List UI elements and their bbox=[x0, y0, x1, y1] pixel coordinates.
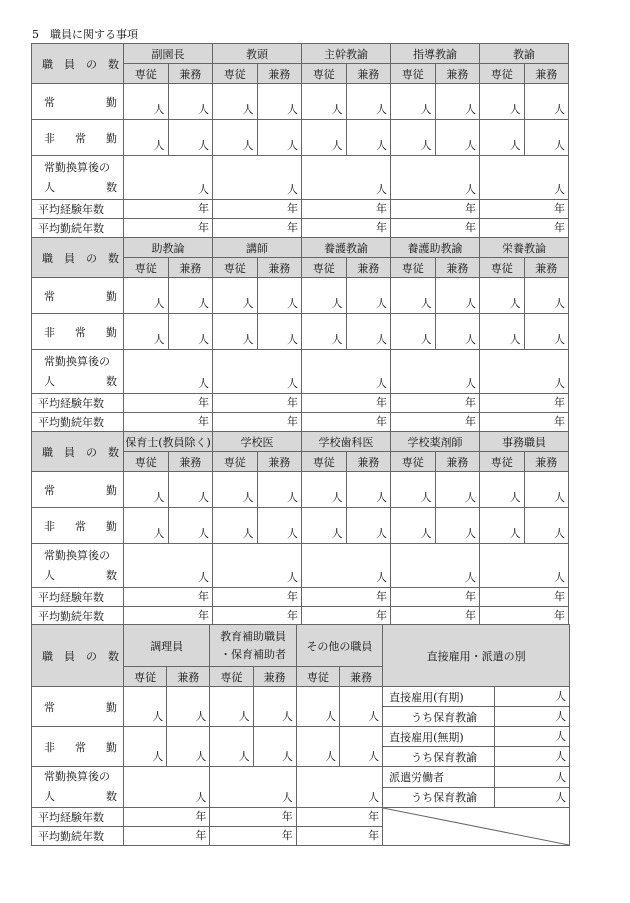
row-label-avg-tenure: 平均勤続年数 bbox=[32, 219, 124, 238]
person-count-cell[interactable]: 人 bbox=[524, 508, 569, 544]
category-header: 指導教諭 bbox=[391, 44, 480, 64]
person-count-cell[interactable]: 人 bbox=[124, 508, 169, 544]
person-count-cell[interactable]: 人 bbox=[257, 278, 302, 314]
row-label-nonregular: 非 常 勤 bbox=[32, 314, 124, 350]
person-count-cell[interactable]: 人 bbox=[346, 120, 391, 156]
employment-label: 直接雇用(有期) bbox=[383, 687, 495, 707]
category-header: 主幹教諭 bbox=[302, 44, 391, 64]
employment-count-cell[interactable]: 人 bbox=[495, 707, 570, 727]
subheader-part: 兼務 bbox=[435, 64, 480, 84]
person-count-cell[interactable]: 人 bbox=[435, 278, 480, 314]
fte-count-cell[interactable]: 人 bbox=[302, 156, 391, 200]
person-count-cell[interactable]: 人 bbox=[213, 508, 258, 544]
person-count-cell[interactable]: 人 bbox=[339, 687, 382, 727]
category-header: 講師 bbox=[213, 238, 302, 258]
person-count-cell[interactable]: 人 bbox=[391, 508, 436, 544]
category-header: その他の職員 bbox=[296, 625, 382, 667]
person-count-cell[interactable]: 人 bbox=[124, 120, 169, 156]
subheader-part: 兼務 bbox=[524, 452, 569, 472]
row-label-regular: 常 勤 bbox=[32, 84, 124, 120]
row-label-nonregular: 非 常 勤 bbox=[32, 508, 124, 544]
fte-count-cell[interactable]: 人 bbox=[480, 156, 569, 200]
category-header: 調理員 bbox=[124, 625, 210, 667]
person-count-cell[interactable]: 人 bbox=[167, 727, 210, 767]
person-count-cell[interactable]: 人 bbox=[346, 314, 391, 350]
avg-tenure-cell[interactable]: 年 bbox=[210, 827, 296, 846]
subheader-part: 兼務 bbox=[168, 258, 213, 278]
avg-exp-cell[interactable]: 年 bbox=[124, 200, 213, 219]
person-count-cell[interactable]: 人 bbox=[346, 278, 391, 314]
avg-exp-cell[interactable]: 年 bbox=[296, 808, 382, 827]
avg-tenure-cell[interactable]: 年 bbox=[124, 607, 213, 626]
row-label-avg-exp: 平均経験年数 bbox=[32, 808, 124, 827]
avg-tenure-cell[interactable]: 年 bbox=[213, 413, 302, 432]
avg-tenure-cell[interactable]: 年 bbox=[213, 607, 302, 626]
person-count-cell[interactable]: 人 bbox=[168, 278, 213, 314]
fte-count-cell[interactable]: 人 bbox=[124, 156, 213, 200]
category-header: 保育士(教員除く) bbox=[124, 432, 213, 452]
row-label-avg-exp: 平均経験年数 bbox=[32, 200, 124, 219]
employment-sublabel: うち保育教諭 bbox=[383, 747, 495, 767]
person-count-cell[interactable]: 人 bbox=[435, 472, 480, 508]
subheader-part: 兼務 bbox=[167, 667, 210, 687]
avg-exp-cell[interactable]: 年 bbox=[480, 394, 569, 413]
subheader-part: 兼務 bbox=[257, 452, 302, 472]
subheader-part: 兼務 bbox=[257, 64, 302, 84]
person-count-cell[interactable]: 人 bbox=[302, 84, 347, 120]
person-count-cell[interactable]: 人 bbox=[296, 727, 339, 767]
employment-sublabel: うち保育教諭 bbox=[383, 787, 495, 808]
fte-count-cell[interactable]: 人 bbox=[296, 767, 382, 808]
category-header: 助教論 bbox=[124, 238, 213, 258]
avg-exp-cell[interactable]: 年 bbox=[391, 200, 480, 219]
avg-tenure-cell[interactable]: 年 bbox=[124, 413, 213, 432]
row-label-regular: 常 勤 bbox=[32, 472, 124, 508]
person-count-cell[interactable]: 人 bbox=[167, 687, 210, 727]
row-label-avg-exp: 平均経験年数 bbox=[32, 588, 124, 607]
person-count-cell[interactable]: 人 bbox=[213, 472, 258, 508]
subheader-full: 専従 bbox=[480, 452, 525, 472]
fte-count-cell[interactable]: 人 bbox=[302, 350, 391, 394]
row-label-fte: 常勤換算後の 人 数 bbox=[32, 544, 124, 588]
person-count-cell[interactable]: 人 bbox=[168, 84, 213, 120]
subheader-part: 兼務 bbox=[168, 452, 213, 472]
staff-count-header: 職 員 の 数 bbox=[32, 238, 124, 278]
person-count-cell[interactable]: 人 bbox=[213, 120, 258, 156]
person-count-cell[interactable]: 人 bbox=[296, 687, 339, 727]
avg-tenure-cell[interactable]: 年 bbox=[391, 607, 480, 626]
subheader-full: 専従 bbox=[391, 258, 436, 278]
person-count-cell[interactable]: 人 bbox=[210, 727, 253, 767]
person-count-cell[interactable]: 人 bbox=[302, 508, 347, 544]
person-count-cell[interactable]: 人 bbox=[480, 314, 525, 350]
category-header: 事務職員 bbox=[480, 432, 569, 452]
fte-count-cell[interactable]: 人 bbox=[391, 350, 480, 394]
employment-label: 直接雇用(無期) bbox=[383, 727, 495, 747]
row-label-nonregular: 非 常 勤 bbox=[32, 120, 124, 156]
person-count-cell[interactable]: 人 bbox=[480, 472, 525, 508]
avg-tenure-cell[interactable]: 年 bbox=[302, 607, 391, 626]
subheader-part: 兼務 bbox=[346, 258, 391, 278]
category-header: 学校医 bbox=[213, 432, 302, 452]
category-header: 学校薬剤師 bbox=[391, 432, 480, 452]
employment-label: 派遣労働者 bbox=[383, 767, 495, 788]
person-count-cell[interactable]: 人 bbox=[524, 278, 569, 314]
row-label-avg-tenure: 平均勤続年数 bbox=[32, 827, 124, 846]
subheader-part: 兼務 bbox=[253, 667, 296, 687]
avg-tenure-cell[interactable]: 年 bbox=[391, 413, 480, 432]
subheader-full: 専従 bbox=[124, 258, 169, 278]
avg-tenure-cell[interactable]: 年 bbox=[213, 219, 302, 238]
avg-exp-cell[interactable]: 年 bbox=[124, 808, 210, 827]
fte-count-cell[interactable]: 人 bbox=[391, 156, 480, 200]
staff-count-header: 職 員 の 数 bbox=[32, 432, 124, 472]
row-label-nonregular: 非 常 勤 bbox=[32, 727, 124, 767]
subheader-part: 兼務 bbox=[346, 64, 391, 84]
subheader-full: 専従 bbox=[302, 452, 347, 472]
person-count-cell[interactable]: 人 bbox=[124, 84, 169, 120]
avg-tenure-cell[interactable]: 年 bbox=[391, 219, 480, 238]
subheader-full: 専従 bbox=[296, 667, 339, 687]
person-count-cell[interactable]: 人 bbox=[480, 278, 525, 314]
avg-tenure-cell[interactable]: 年 bbox=[124, 827, 210, 846]
category-header: 教諭 bbox=[480, 44, 569, 64]
avg-exp-cell[interactable]: 年 bbox=[302, 200, 391, 219]
person-count-cell[interactable]: 人 bbox=[524, 120, 569, 156]
person-count-cell[interactable]: 人 bbox=[124, 472, 169, 508]
person-count-cell[interactable]: 人 bbox=[480, 84, 525, 120]
person-count-cell[interactable]: 人 bbox=[124, 687, 167, 727]
person-count-cell[interactable]: 人 bbox=[210, 687, 253, 727]
person-count-cell[interactable]: 人 bbox=[391, 314, 436, 350]
subheader-part: 兼務 bbox=[339, 667, 382, 687]
person-count-cell[interactable]: 人 bbox=[302, 278, 347, 314]
person-count-cell[interactable]: 人 bbox=[524, 84, 569, 120]
subheader-full: 専従 bbox=[391, 64, 436, 84]
avg-tenure-cell[interactable]: 年 bbox=[480, 219, 569, 238]
subheader-full: 専従 bbox=[124, 64, 169, 84]
subheader-part: 兼務 bbox=[524, 258, 569, 278]
fte-count-cell[interactable]: 人 bbox=[391, 544, 480, 588]
person-count-cell[interactable]: 人 bbox=[435, 120, 480, 156]
subheader-full: 専従 bbox=[391, 452, 436, 472]
subheader-part: 兼務 bbox=[346, 452, 391, 472]
avg-exp-cell[interactable]: 年 bbox=[391, 588, 480, 607]
subheader-part: 兼務 bbox=[435, 258, 480, 278]
category-header: 学校歯科医 bbox=[302, 432, 391, 452]
avg-exp-cell[interactable]: 年 bbox=[480, 588, 569, 607]
person-count-cell[interactable]: 人 bbox=[302, 472, 347, 508]
fte-count-cell[interactable]: 人 bbox=[124, 767, 210, 808]
avg-exp-cell[interactable]: 年 bbox=[302, 394, 391, 413]
category-header: 教育補助職員 ・保育補助者 bbox=[210, 625, 296, 667]
fte-count-cell[interactable]: 人 bbox=[124, 544, 213, 588]
person-count-cell[interactable]: 人 bbox=[168, 472, 213, 508]
category-header: 養護教諭 bbox=[302, 238, 391, 258]
person-count-cell[interactable]: 人 bbox=[213, 314, 258, 350]
person-count-cell[interactable]: 人 bbox=[435, 314, 480, 350]
person-count-cell[interactable]: 人 bbox=[124, 278, 169, 314]
employment-type-header: 直接雇用・派遣の別 bbox=[383, 625, 570, 687]
fte-count-cell[interactable]: 人 bbox=[213, 544, 302, 588]
category-header: 栄養教論 bbox=[480, 238, 569, 258]
avg-exp-cell[interactable]: 年 bbox=[302, 588, 391, 607]
staff-table-3 bbox=[31, 431, 569, 626]
fte-count-cell[interactable]: 人 bbox=[213, 350, 302, 394]
staff-table-2 bbox=[31, 237, 569, 432]
staff-table-1 bbox=[31, 43, 569, 238]
row-label-avg-tenure: 平均勤続年数 bbox=[32, 413, 124, 432]
row-label-fte: 常勤換算後の 人 数 bbox=[32, 156, 124, 200]
person-count-cell[interactable]: 人 bbox=[435, 84, 480, 120]
row-label-fte: 常勤換算後の 人 数 bbox=[32, 350, 124, 394]
section-title: 5 職員に関する事項 bbox=[32, 28, 138, 41]
employment-count-cell[interactable]: 人 bbox=[495, 687, 570, 707]
avg-exp-cell[interactable]: 年 bbox=[391, 394, 480, 413]
person-count-cell[interactable]: 人 bbox=[257, 120, 302, 156]
avg-tenure-cell[interactable]: 年 bbox=[480, 607, 569, 626]
employment-count-cell[interactable]: 人 bbox=[495, 787, 570, 808]
person-count-cell[interactable]: 人 bbox=[346, 508, 391, 544]
person-count-cell[interactable]: 人 bbox=[253, 687, 296, 727]
fte-count-cell[interactable]: 人 bbox=[302, 544, 391, 588]
person-count-cell[interactable]: 人 bbox=[391, 472, 436, 508]
subheader-full: 専従 bbox=[210, 667, 253, 687]
person-count-cell[interactable]: 人 bbox=[480, 508, 525, 544]
person-count-cell[interactable]: 人 bbox=[213, 84, 258, 120]
fte-count-cell[interactable]: 人 bbox=[210, 767, 296, 808]
category-header: 教頭 bbox=[213, 44, 302, 64]
staff-count-header: 職 員 の 数 bbox=[32, 625, 124, 687]
person-count-cell[interactable]: 人 bbox=[257, 472, 302, 508]
fte-count-cell[interactable]: 人 bbox=[480, 350, 569, 394]
person-count-cell[interactable]: 人 bbox=[213, 278, 258, 314]
person-count-cell[interactable]: 人 bbox=[257, 314, 302, 350]
avg-tenure-cell[interactable]: 年 bbox=[302, 219, 391, 238]
person-count-cell[interactable]: 人 bbox=[253, 727, 296, 767]
person-count-cell[interactable]: 人 bbox=[257, 508, 302, 544]
subheader-full: 専従 bbox=[124, 667, 167, 687]
employment-sublabel: うち保育教諭 bbox=[383, 707, 495, 727]
avg-exp-cell[interactable]: 年 bbox=[213, 394, 302, 413]
person-count-cell[interactable]: 人 bbox=[391, 278, 436, 314]
avg-exp-cell[interactable]: 年 bbox=[124, 394, 213, 413]
person-count-cell[interactable]: 人 bbox=[168, 120, 213, 156]
person-count-cell[interactable]: 人 bbox=[339, 727, 382, 767]
row-label-regular: 常 勤 bbox=[32, 687, 124, 727]
subheader-full: 専従 bbox=[213, 64, 258, 84]
avg-exp-cell[interactable]: 年 bbox=[210, 808, 296, 827]
subheader-full: 専従 bbox=[213, 258, 258, 278]
row-label-avg-tenure: 平均勤続年数 bbox=[32, 607, 124, 626]
avg-tenure-cell[interactable]: 年 bbox=[124, 219, 213, 238]
subheader-full: 専従 bbox=[213, 452, 258, 472]
person-count-cell[interactable]: 人 bbox=[168, 314, 213, 350]
person-count-cell[interactable]: 人 bbox=[168, 508, 213, 544]
avg-exp-cell[interactable]: 年 bbox=[213, 588, 302, 607]
subheader-part: 兼務 bbox=[257, 258, 302, 278]
diagonal-blank-cell bbox=[383, 808, 570, 846]
person-count-cell[interactable]: 人 bbox=[346, 84, 391, 120]
person-count-cell[interactable]: 人 bbox=[435, 508, 480, 544]
subheader-full: 専従 bbox=[480, 64, 525, 84]
category-header: 養護助教諭 bbox=[391, 238, 480, 258]
person-count-cell[interactable]: 人 bbox=[257, 84, 302, 120]
person-count-cell[interactable]: 人 bbox=[524, 314, 569, 350]
employment-count-cell[interactable]: 人 bbox=[495, 727, 570, 747]
person-count-cell[interactable]: 人 bbox=[524, 472, 569, 508]
subheader-part: 兼務 bbox=[168, 64, 213, 84]
person-count-cell[interactable]: 人 bbox=[480, 120, 525, 156]
fte-count-cell[interactable]: 人 bbox=[480, 544, 569, 588]
subheader-full: 専従 bbox=[302, 64, 347, 84]
staff-count-header: 職 員 の 数 bbox=[32, 44, 124, 84]
category-header: 副園長 bbox=[124, 44, 213, 64]
avg-tenure-cell[interactable]: 年 bbox=[480, 413, 569, 432]
avg-exp-cell[interactable]: 年 bbox=[480, 200, 569, 219]
subheader-full: 専従 bbox=[124, 452, 169, 472]
avg-tenure-cell[interactable]: 年 bbox=[296, 827, 382, 846]
subheader-full: 専従 bbox=[480, 258, 525, 278]
employment-count-cell[interactable]: 人 bbox=[495, 767, 570, 788]
row-label-regular: 常 勤 bbox=[32, 278, 124, 314]
fte-count-cell[interactable]: 人 bbox=[124, 350, 213, 394]
subheader-full: 専従 bbox=[302, 258, 347, 278]
person-count-cell[interactable]: 人 bbox=[391, 84, 436, 120]
row-label-fte: 常勤換算後の 人 数 bbox=[32, 767, 124, 808]
person-count-cell[interactable]: 人 bbox=[124, 727, 167, 767]
subheader-part: 兼務 bbox=[435, 452, 480, 472]
avg-exp-cell[interactable]: 年 bbox=[213, 200, 302, 219]
person-count-cell[interactable]: 人 bbox=[346, 472, 391, 508]
staff-table-4 bbox=[31, 624, 570, 846]
person-count-cell[interactable]: 人 bbox=[124, 314, 169, 350]
avg-tenure-cell[interactable]: 年 bbox=[302, 413, 391, 432]
fte-count-cell[interactable]: 人 bbox=[213, 156, 302, 200]
person-count-cell[interactable]: 人 bbox=[302, 314, 347, 350]
row-label-avg-exp: 平均経験年数 bbox=[32, 394, 124, 413]
person-count-cell[interactable]: 人 bbox=[391, 120, 436, 156]
avg-exp-cell[interactable]: 年 bbox=[124, 588, 213, 607]
employment-count-cell[interactable]: 人 bbox=[495, 747, 570, 767]
subheader-part: 兼務 bbox=[524, 64, 569, 84]
person-count-cell[interactable]: 人 bbox=[302, 120, 347, 156]
